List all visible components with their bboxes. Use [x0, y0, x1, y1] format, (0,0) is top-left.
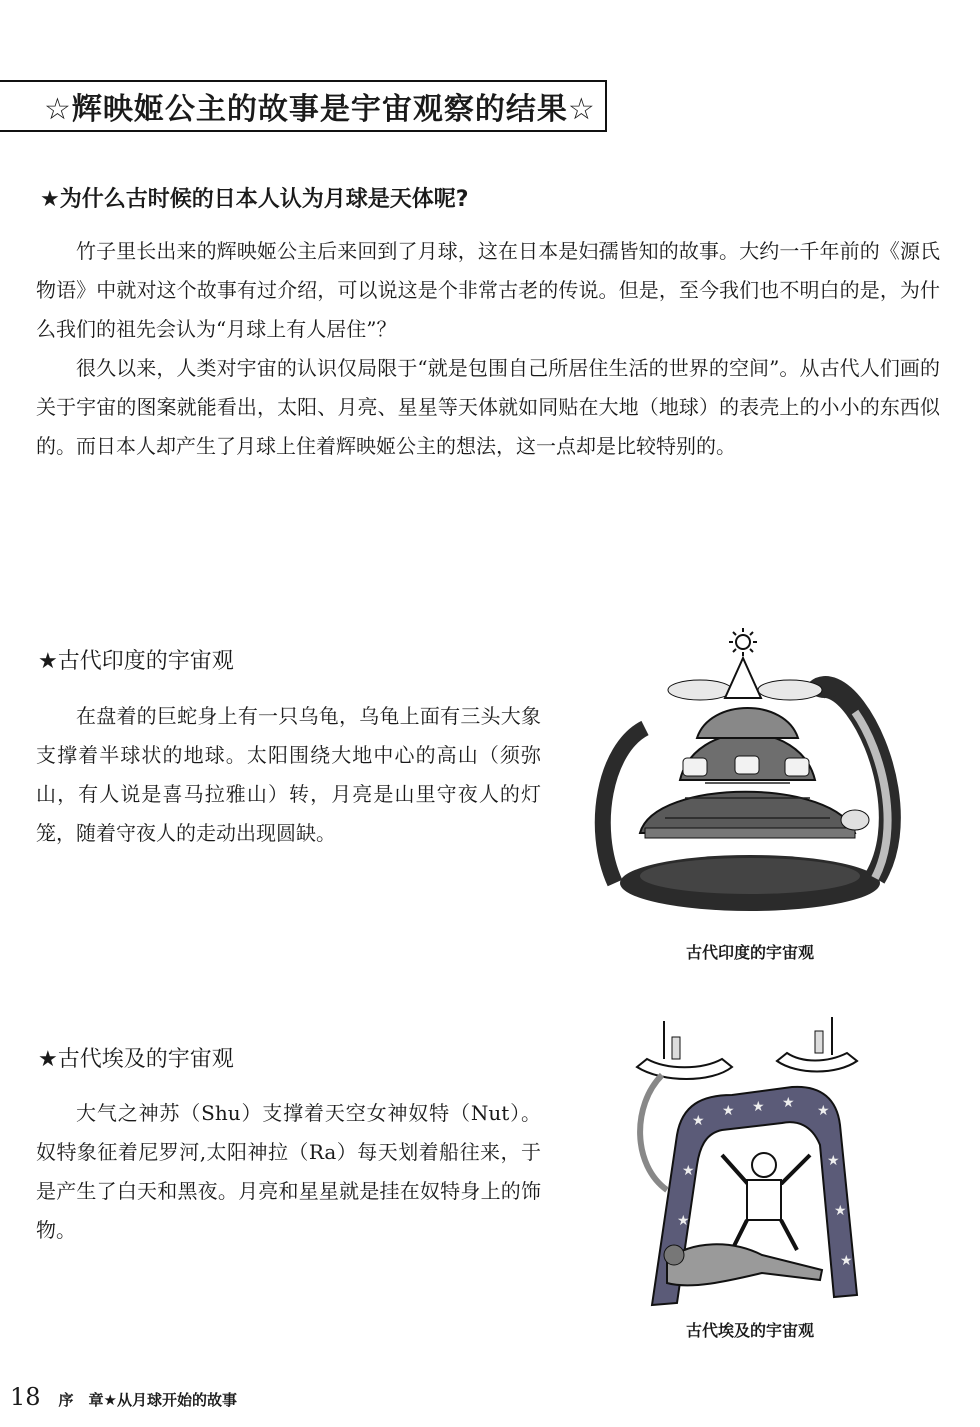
egypt-caption: 古代埃及的宇宙观: [685, 1321, 814, 1340]
page-title: ☆辉映姬公主的故事是宇宙观察的结果☆: [0, 80, 607, 132]
chapter-label: 序 章★从月球开始的故事: [58, 1391, 237, 1409]
india-heading: ★古代印度的宇宙观: [38, 649, 234, 674]
india-cosmos-illustration: [585, 628, 915, 928]
egypt-text: [36, 1094, 541, 1250]
india-text: [36, 697, 541, 853]
egypt-paragraph: 大气之神苏（Shu）支撑着天空女神奴特（Nut）。奴特象征着尼罗河,太阳神拉（Ra）每天划着船往来，于是产生了白天和黑夜。月亮和星星就是挂在奴特身上的饰物。: [36, 1101, 541, 1242]
svg-text:★: ★: [692, 1113, 705, 1129]
svg-text:★: ★: [752, 1099, 765, 1115]
india-paragraph: 在盘着的巨蛇身上有一只乌龟，乌龟上面有三头大象支撑着半球状的地球。太阳围绕大地中心的高山（须弥山，有人说是喜马拉雅山）转，月亮是山里守夜人的灯笼，随着守夜人的走动出现圆缺。: [36, 704, 541, 845]
svg-text:★: ★: [682, 1163, 695, 1179]
svg-text:★: ★: [782, 1095, 795, 1111]
intro-text: [36, 232, 940, 466]
page-number: 18: [10, 1383, 41, 1411]
india-caption: 古代印度的宇宙观: [685, 943, 814, 962]
intro-paragraph-1: 竹子里长出来的辉映姬公主后来回到了月球，这在日本是妇孺皆知的故事。大约一千年前的《源氏物语》中就对这个故事有过介绍，可以说这是个非常古老的传说。但是，至今我们也不明白的是，为什么我们的祖先会认为“月球上有人居住”？: [36, 239, 940, 341]
question-heading: ★为什么古时候的日本人认为月球是天体呢?: [40, 187, 469, 212]
page-footer: [10, 1383, 237, 1413]
svg-text:★: ★: [817, 1103, 830, 1119]
egypt-cosmos-illustration: [622, 1015, 882, 1315]
egypt-heading: ★古代埃及的宇宙观: [38, 1047, 234, 1072]
svg-text:★: ★: [840, 1253, 853, 1269]
svg-text:★: ★: [827, 1153, 840, 1169]
svg-text:★: ★: [722, 1103, 735, 1119]
svg-text:★: ★: [834, 1203, 847, 1219]
svg-text:★: ★: [677, 1213, 690, 1229]
intro-paragraph-2: 很久以来，人类对宇宙的认识仅局限于“就是包围自己所居住生活的世界的空间”。从古代人们画的关于宇宙的图案就能看出，太阳、月亮、星星等天体就如同贴在大地（地球）的表壳上的小小的东西似的。而日本人却产生了月球上住着辉映姬公主的想法，这一点却是比较特别的。: [36, 356, 940, 458]
